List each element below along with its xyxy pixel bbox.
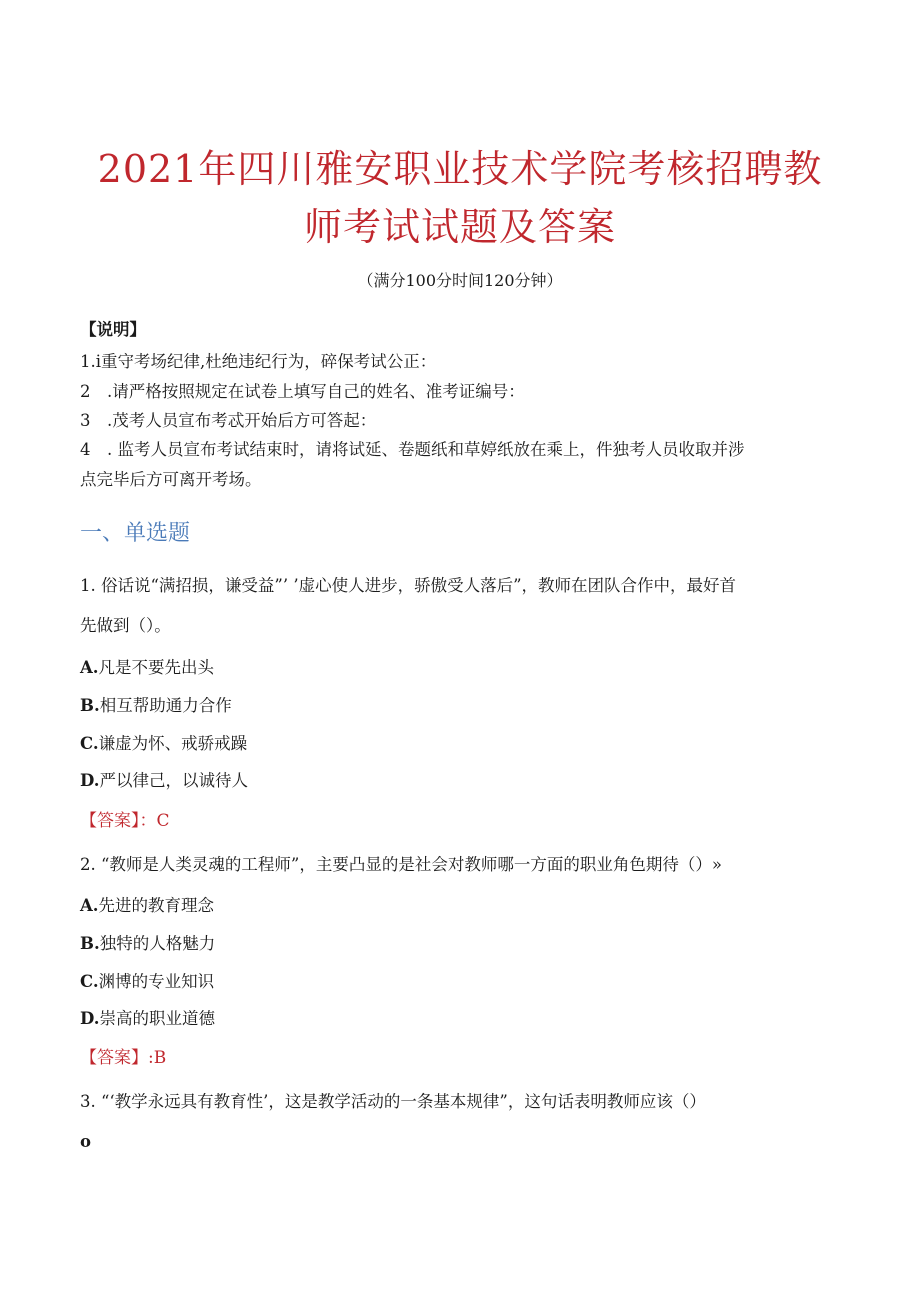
question-2-option-b — [80, 930, 215, 954]
option-text: 崇高的职业道德 — [99, 1009, 215, 1028]
question-1-stem-continued: 先做到（）。 — [80, 616, 171, 635]
question-2-stem: 2. “教师是人类灵魂的工程师”，主要凸显的是社会对教师哪一方面的职业角色期待（）» — [80, 855, 722, 874]
question-2-answer: 【答案】:B — [80, 1048, 167, 1068]
option-letter: D. — [80, 771, 100, 790]
option-letter: A. — [80, 658, 99, 677]
instruction-item-1: 1.i重守考场纪律,杜绝违纪行为，碎保考试公正： — [80, 352, 437, 371]
option-text: 独特的人格魅力 — [99, 934, 216, 953]
instruction-item-3: 3 .茂考人员宣布考忒开始后方可答起： — [80, 411, 377, 430]
option-letter: A. — [80, 896, 99, 915]
question-3-stem-continued: o — [80, 1132, 92, 1151]
question-1-option-d — [80, 767, 248, 791]
option-letter: B. — [80, 934, 100, 953]
question-2-option-c — [80, 968, 214, 992]
option-text: 凡是不要先出头 — [98, 658, 215, 677]
option-letter: C. — [80, 972, 99, 991]
question-2-option-d — [80, 1005, 215, 1029]
option-letter: D. — [80, 1009, 100, 1028]
instructions-heading: 【说明】 — [80, 320, 146, 339]
option-text: 严以律己，以诚待人 — [99, 771, 248, 790]
question-2-option-a — [80, 892, 214, 916]
document-title-line-1: 2021年四川雅安职业技术学院考核招聘教 — [97, 147, 823, 191]
instruction-item-4: 4 . 监考人员宣布考试结束时，请将试延、卷题纸和草婷纸放在乘上，件独考人员收取并涉 — [80, 440, 745, 459]
option-text: 谦虚为怀、戒骄戒躁 — [98, 734, 248, 753]
section-title-single-choice: 一、单选题 — [80, 521, 191, 546]
instruction-item-4-continued: 点完毕后方可离开考场。 — [80, 470, 262, 489]
exam-score-time: （满分100分时间120分钟） — [357, 271, 563, 290]
option-text: 相互帮助通力合作 — [99, 696, 232, 715]
instruction-item-2: 2 .请严格按照规定在试卷上填写自己的姓名、准考证编号： — [80, 382, 525, 401]
option-letter: C. — [80, 734, 99, 753]
option-text: 渊博的专业知识 — [98, 972, 215, 991]
question-3-stem: 3. “‘教学永远具有教育性’，这是教学活动的一条基本规律”，这句话表明教师应该（） — [80, 1092, 706, 1111]
question-1-option-b — [80, 692, 232, 716]
option-text: 先进的教育理念 — [98, 896, 215, 915]
question-1-option-c — [80, 730, 247, 754]
question-1-stem: 1. 俗话说“满招损，谦受益”’ ’虚心使人进步，骄傲受人落后”，教师在团队合作中，最好首 — [80, 576, 737, 595]
option-letter: B. — [80, 696, 100, 715]
question-1-answer: 【答案】：C — [80, 811, 170, 831]
question-1-option-a — [80, 654, 214, 678]
document-title-line-2: 师考试试题及答案 — [303, 205, 616, 249]
